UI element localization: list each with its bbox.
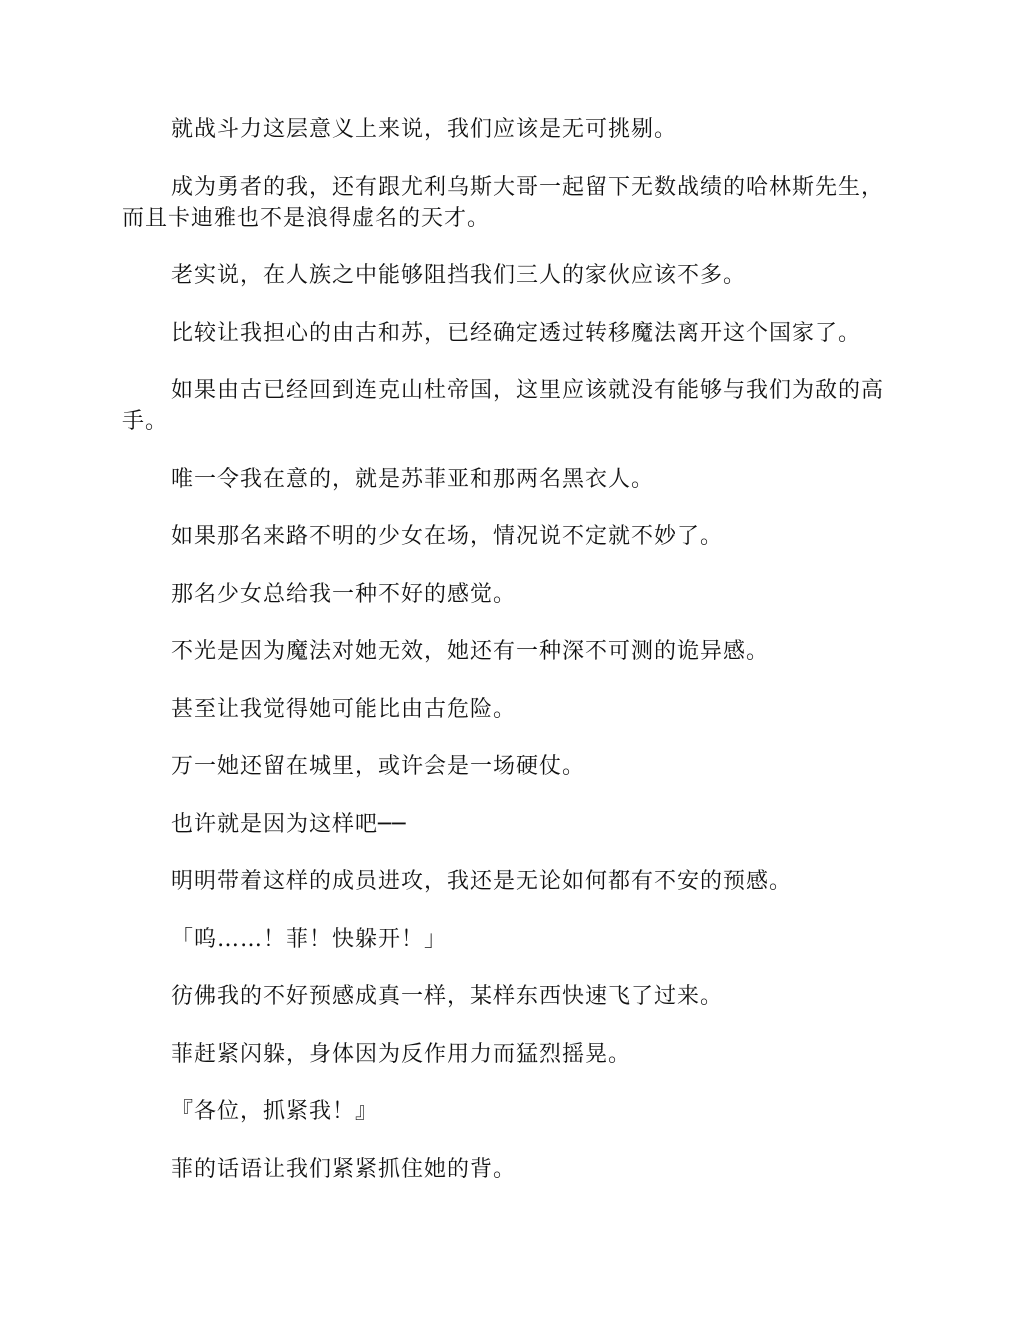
paragraph-18: 菲的话语让我们紧紧抓住她的背。 (171, 1156, 517, 1182)
paragraph-13: 明明带着这样的成员进攻，我还是无论如何都有不安的预感。 (171, 869, 793, 894)
paragraph-9: 不光是因为魔法对她无效，她还有一种深不可测的诡异感。 (171, 639, 770, 664)
paragraph-8: 那名少女总给我一种不好的感觉。 (171, 581, 517, 607)
paragraph-15: 彷佛我的不好预感成真一样，某样东西快速飞了过来。 (171, 984, 724, 1009)
paragraph-5: 如果由古已经回到连克山杜帝国，这里应该就没有能够与我们为敌的高手。 (122, 378, 885, 434)
paragraph-16: 菲赶紧闪躲，身体因为反作用力而猛烈摇晃。 (171, 1041, 632, 1067)
paragraph-10: 甚至让我觉得她可能比由古危险。 (171, 696, 517, 722)
paragraph-3: 老实说，在人族之中能够阻挡我们三人的家伙应该不多。 (171, 263, 747, 288)
paragraph-6: 唯一令我在意的，就是苏菲亚和那两名黑衣人。 (171, 466, 655, 492)
paragraph-4: 比较让我担心的由古和苏，已经确定透过转移魔法离开这个国家了。 (171, 320, 862, 346)
paragraph-12: 也许就是因为这样吧── (171, 811, 407, 837)
paragraph-14: 「呜……！菲！快躲开！」 (171, 926, 448, 952)
paragraph-1: 就战斗力这层意义上来说，我们应该是无可挑剔。 (171, 117, 678, 142)
paragraph-17: 『各位，抓紧我！』 (171, 1099, 379, 1124)
text-body (122, 114, 900, 1211)
paragraph-2: 成为勇者的我，还有跟尤利乌斯大哥一起留下无数战绩的哈林斯先生，而且卡迪雅也不是浪得虚名的天才。 (122, 174, 885, 231)
paragraph-11: 万一她还留在城里，或许会是一场硬仗。 (171, 754, 586, 779)
paragraph-7: 如果那名来路不明的少女在场，情况说不定就不妙了。 (171, 524, 724, 549)
